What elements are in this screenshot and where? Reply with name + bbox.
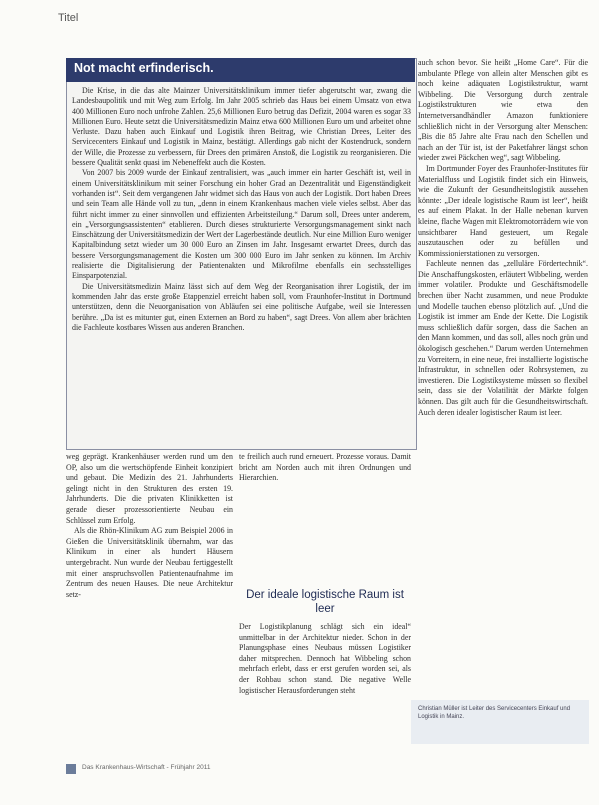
body-paragraph: Der Logistikplanung schlägt sich ein ideal“ unmittelbar in der Architektur nieder. Schon in der Planungsphase eines Neubaus müssen Logistiker daher mitsprechen. Dennoch hat Wibbeling schon mehrfach erlebt, dass er erst gerufen worden sei, als der Rohbau schon stand. Die negative Welle logistischer Herausforderungen steht	[239, 622, 411, 695]
body-paragraph: Fachleute nennen das „zelluläre Fördertechnik“. Die Anschaffungskosten, erläutert Wibbeling, werden immer volatiler. Produkte und Geschäftsmodelle brechen über Nacht zusammen, und neue Produkte und Modelle tauchen ebenso plötzlich auf. „Und die Logistik ist immer am Ende der Kette. Die Logistik muss schließlich dafür sorgen, dass die Sachen an den Mann kommen, und das soll, alles noch grün und ökologisch geschehen.“ Darum werden Unternehmen zu Vorreitern, in eine neue, frei installierte logistische Infrastruktur, in schnellen oder Rohrsystemen, zu investieren. Die Logistiksysteme müssen so flexibel sein, dass sie der Volatilität der Märkte folgen können. Das gilt auch für die Gesundheitswirtschaft. Auch deren idealer logistischer Raum ist leer.	[418, 259, 588, 417]
sidebar-paragraph: Die Universitätsmedizin Mainz lässt sich auf dem Weg der Reorganisation ihrer Logistik, der im kommenden Jahr das erste große Etappenziel erreicht haben soll, vom Fraunhofer-Institut in Dortmund unterstützen, denn die Neuorganisation von Abläufen sei eine politische Aufgabe, weil sie Interessen berühre. „Da ist es mitunter gut, einen Externen an Bord zu haben“, sagt Drees. Von allem aber brächten die Fachleute kostbares Wissen aus anderen Branchen.	[72, 281, 411, 332]
running-header: Titel	[58, 12, 79, 24]
body-paragraph: Im Dortmunder Foyer des Fraunhofer-Institutes für Materialfluss und Logistik findet sich ein Hinweis, wie die Zukunft der Gesundheitslogistik aussehen könnte: „Der ideale logistische Raum ist leer“, heißt es auf einem Plakat. In der Halle nebenan kurven kleine, flache Wagen mit Elektromotorrädern wie von unsichtbarer Hand gesteuert, um Regale auszutauschen oder zu befüllen und Kommissionierstationen zu versorgen.	[418, 163, 588, 258]
sidebar-paragraph: Von 2007 bis 2009 wurde der Einkauf zentralisiert, was „auch immer ein harter Geschäft ist, weil in einem Universitätsklinikum mit seiner Forschung ein hoher Grad an Dezentralität und Eigenständigkeit vorhanden ist“. Seit dem vergangenen Jahr widmet sich das Haus von auch der Logistik. Dort haben Drees und sein Team alle Hände voll zu tun, „denn in einem Krankenhaus machen viele vieles selbst. Aber das führt nicht immer zu einer sinnvollen und effizienten Arbeitsteilung.“ Darum soll, Drees unter anderem, ein „Versorgungsassistenten“ etablieren. Durch dieses strukturierte Versorgungsmanagement sinkt nach Einschätzung der Universitätsmedizin der Wert der Lagerbestände deutlich. Nur eine Million Euro weniger Kapitalbindung setzt wieder um 30 000 Euro an Zinsen im Jahr. Insgesamt erwartet Drees, durch das bessere Versorgungsmanagement die Kosten um 300 000 Euro im Jahr senken zu können. Im Archiv realisierte die Digitalisierung der Patientenakten und Mikrofilme ebenfalls ein sechsstelliges Einsparpotenzial.	[72, 168, 411, 281]
body-paragraph: weg geprägt. Krankenhäuser werden rund um den OP, also um die wertschöpfende Einheit konzipiert und gebaut. Die Medizin des 21. Jahrhunderts gelingt nicht in den Strukturen des ersten 19. Jahrhunderts. Die die privaten Klinikketten ist gerade dieser prozessorientierte Neubau ein Schlüssel zum Erfolg.	[66, 452, 233, 525]
column-left	[66, 452, 233, 750]
column-right	[418, 58, 588, 690]
body-paragraph: Als die Rhön-Klinikum AG zum Beispiel 2006 in Gießen die Universitätsklinik übernahm, war das Klinikum in einer als hundert Häusern untergebracht. Nun wurde der Neubau fertiggestellt mit einer anspruchsvollen Patientenaufnahme im Zentrum des neuen Hauses. Die neue Architektur setz-	[66, 526, 233, 599]
column-middle-top	[239, 452, 411, 492]
body-paragraph: te freilich auch rund erneuert. Prozesse voraus. Damit bricht am Norden auch mit ihren Ordnungen und Hierarchien.	[239, 452, 411, 483]
sidebar-box-title: Not macht erfinderisch.	[74, 61, 214, 75]
sidebar-paragraph: Die Krise, in die das alte Mainzer Universitätsklinikum immer tiefer abgerutscht war, zwang die Landesbaupolitik und mit Weg zum Erfolg. Im Jahr 2005 schrieb das Haus bei einem Umsatz von etwa 400 Millionen Euro noch unfrohe Zahlen. 25,6 Millionen Euro betrug das Defizit, 2004 waren es sogar 33 Millionen Euro. Heute setzt die Universitätsmedizin Mainz etwa 600 Millionen Euro um und arbeitet ohne Verluste. Dazu haben auch Einkauf und Logistik ihren Beitrag, wie Christian Drees, Leiter des Servicecenters Einkauf und Logistik in Mainz, bestätigt. Allerdings gab nicht der Kostendruck, sondern der Wille, die Prozesse zu verbessern, für Drees den primären Anstoß, die Logistik zu reorganisieren. Die bessere Qualität senkt quasi im Nebeneffekt auch die Kosten.	[72, 86, 411, 168]
page-number-marker	[66, 764, 76, 774]
sidebar-box-body	[72, 86, 411, 333]
footer-text: Das Krankenhaus-Wirtschaft - Frühjahr 2011	[82, 764, 211, 771]
body-paragraph: auch schon bevor. Sie heißt „Home Care“. Für die ambulante Pflege von allein alter Menschen gibt es noch keine adäquaten Logistikstruktur, warnt Wibbeling. Die Versorgung durch zentrale Logistikstrukturen wie etwa den Internetversandhändler Amazon funktioniere schließlich nicht in der Versorgung alter Menschen: „Bis die 85 Jahre alte Frau nach den Schellen und nach an der Tür ist, ist der Paketfahrer längst schon wieder zwei Päckchen weg“, sagt Wibbeling.	[418, 58, 588, 163]
section-subhead: Der ideale logistische Raum ist leer	[246, 589, 404, 615]
sidebar-box-title-bar	[66, 58, 415, 82]
photo-caption: Christian Müller ist Leiter des Servicecenters Einkauf und Logistik in Mainz.	[418, 706, 571, 720]
column-middle-bottom	[239, 622, 411, 750]
